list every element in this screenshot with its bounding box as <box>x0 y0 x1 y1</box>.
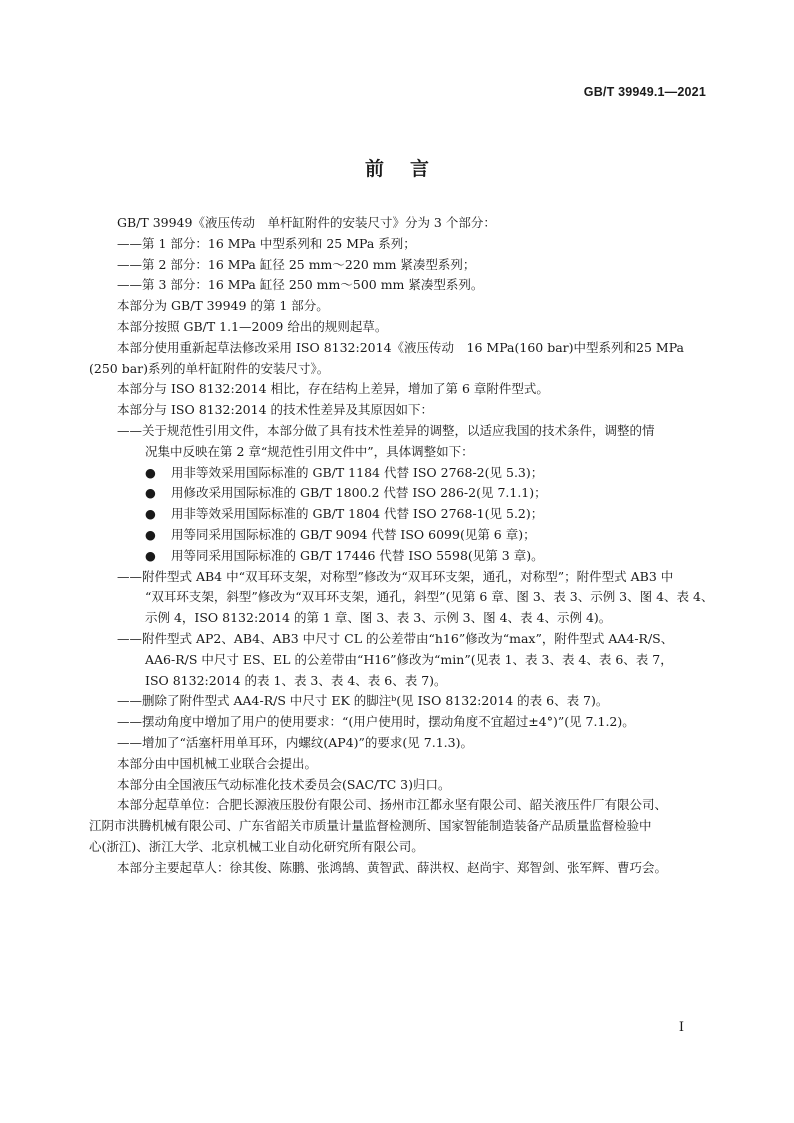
text-line: 本部分由中国机械工业联合会提出。 <box>117 755 318 771</box>
text-line: 本部分按照 GB/T 1.1—2009 给出的规则起草。 <box>117 318 388 334</box>
bullet-text: 用非等效采用国际标准的 GB/T 1804 代替 ISO 2768-1(见 5.2)； <box>171 506 544 522</box>
bullet-item <box>117 546 707 567</box>
text-line: 本部分起草单位：合肥长源液压股份有限公司、扬州市江都永坚有限公司、韶关液压件厂有限公司、 <box>117 797 668 813</box>
text-line: ——附件型式 AP2、AB4、AB3 中尺寸 CL 的公差带由“h16”修改为“max”，附件型式 AA4-R/S、 <box>117 630 674 646</box>
text-line: 本部分与 ISO 8132:2014 相比，存在结构上差异，增加了第 6 章附件型式。 <box>117 381 549 397</box>
bullet-item <box>117 504 707 525</box>
foreword-body <box>89 213 714 879</box>
text-line: ——删除了附件型式 AA4-R/S 中尺寸 EK 的脚注ᵇ(见 ISO 8132:2014 的表 6、表 7)。 <box>117 693 609 709</box>
page-number: I <box>678 1020 684 1035</box>
text-line: 本部分由全国液压气动标准化技术委员会(SAC/TC 3)归口。 <box>117 776 451 792</box>
text-line: 本部分与 ISO 8132:2014 的技术性差异及其原因如下： <box>117 402 434 418</box>
text-line: 示例 4，ISO 8132:2014 的第 1 章、图 3、表 3、示例 3、图 4、表 4、示例 4)。 <box>145 610 612 626</box>
text-line: ——增加了“活塞杆用单耳环，内螺纹(AP4)”的要求(见 7.1.3)。 <box>117 734 473 750</box>
text-line: 本部分使用重新起草法修改采用 ISO 8132:2014《液压传动 16 MPa(160 bar)中型系列和25 MPa <box>117 339 685 355</box>
bullet-dot-icon: ● <box>145 526 156 542</box>
bullet-text: 用非等效采用国际标准的 GB/T 1184 代替 ISO 2768-2(见 5.3)； <box>171 464 544 480</box>
text-line: ——附件型式 AB4 中“双耳环支架，对称型”修改为“双耳环支架，通孔，对称型”；附件型式 AB3 中 <box>117 568 674 584</box>
text-line: GB/T 39949《液压传动 单杆缸附件的安装尺寸》分为 3 个部分： <box>117 215 496 230</box>
text-line: 况集中反映在第 2 章“规范性引用文件中”，具体调整如下： <box>145 443 474 459</box>
text-line: “双耳环支架，斜型”修改为“双耳环支架，通孔，斜型”(见第 6 章、图 3、表 3、示例 3、图 4、表 4、 <box>145 589 714 605</box>
text-line: ——第 1 部分：16 MPa 中型系列和 25 MPa 系列； <box>117 235 416 251</box>
page-title: 前言 <box>364 158 455 180</box>
standard-code: GB/T 39949.1—2021 <box>583 85 706 99</box>
bullet-item <box>117 463 707 484</box>
bullet-dot-icon: ● <box>145 485 156 501</box>
bullet-text: 用等同采用国际标准的 GB/T 9094 代替 ISO 6099(见第 6 章)； <box>171 526 536 542</box>
text-line: 心(浙江)、浙江大学、北京机械工业自动化研究所有限公司。 <box>89 838 424 854</box>
text-line: 本部分主要起草人：徐其俊、陈鹏、张鸿鹄、黄智武、薛洪权、赵尚宇、郑智剑、张军辉、曹巧会。 <box>117 859 668 875</box>
bullet-item <box>117 525 707 546</box>
text-line: 江阴市洪腾机械有限公司、广东省韶关市质量计量监督检测所、国家智能制造装备产品质量监督检验中 <box>89 818 652 834</box>
text-line: ISO 8132:2014 的表 1、表 3、表 4、表 6、表 7)。 <box>145 672 447 688</box>
text-line: (250 bar)系列的单杆缸附件的安装尺寸》。 <box>89 360 330 376</box>
bullet-text: 用修改采用国际标准的 GB/T 1800.2 代替 ISO 286-2(见 7.1.1)； <box>171 485 547 501</box>
text-line: ——关于规范性引用文件，本部分做了具有技术性差异的调整，以适应我国的技术条件，调整的情 <box>117 422 655 438</box>
text-line: ——摆动角度中增加了用户的使用要求：“(用户使用时，摆动角度不宜超过±4°)”(见 7.1.2)。 <box>117 714 635 730</box>
bullet-text: 用等同采用国际标准的 GB/T 17446 代替 ISO 5598(见第 3 章)。 <box>171 547 544 563</box>
bullet-item <box>117 483 707 504</box>
bullet-dot-icon: ● <box>145 547 156 563</box>
bullet-dot-icon: ● <box>145 464 156 480</box>
text-line: ——第 2 部分：16 MPa 缸径 25 mm～220 mm 紧凑型系列； <box>117 256 476 272</box>
text-line: AA6-R/S 中尺寸 ES、EL 的公差带由“H16”修改为“min”(见表 1、表 3、表 4、表 6、表 7， <box>145 651 673 667</box>
bullet-dot-icon: ● <box>145 506 156 522</box>
text-line: 本部分为 GB/T 39949 的第 1 部分。 <box>117 298 329 314</box>
text-line: ——第 3 部分：16 MPa 缸径 250 mm～500 mm 紧凑型系列。 <box>117 277 484 293</box>
